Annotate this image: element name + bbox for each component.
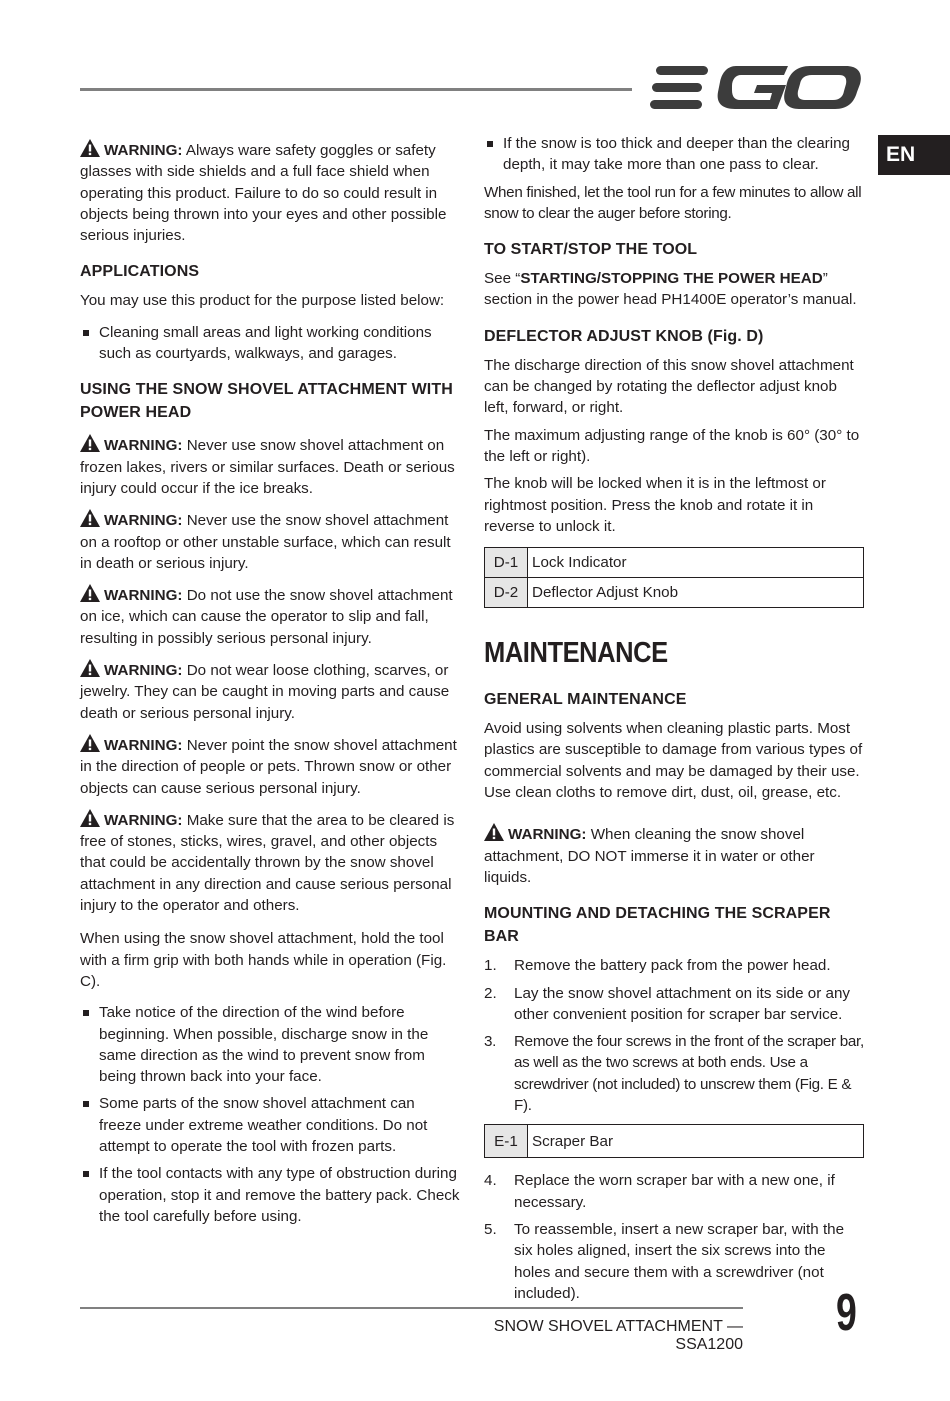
footer-title: SNOW SHOVEL ATTACHMENT — SSA1200 [493, 1318, 743, 1353]
part-label: Deflector Adjust Knob [528, 578, 864, 608]
applications-intro: You may use this product for the purpose listed below: [80, 292, 445, 310]
deflector-heading: DEFLECTOR ADJUST KNOB (Fig. D) [484, 327, 764, 345]
grip-paragraph: When using the snow shovel attachment, hold the tool with a firm grip with both hands while in operation (Fig. C). [80, 930, 447, 990]
list-item-text: Some parts of the snow shovel attachment can freeze under extreme weather conditions. Do not attempt to operate the tool with frozen parts. [99, 1095, 428, 1155]
scraper-parts-table [484, 1124, 864, 1158]
list-item [80, 1093, 460, 1157]
list-item [484, 983, 864, 1026]
warning-triangle-icon [484, 823, 504, 841]
warning-triangle-icon [80, 734, 100, 752]
general-maintenance-heading: GENERAL MAINTENANCE [484, 691, 687, 709]
warning-triangle-icon [80, 434, 100, 452]
start-stop-post: ” section in the power head PH1400E operator’s manual. [484, 270, 857, 309]
warning-ice [80, 584, 460, 649]
bullet-square-icon [487, 141, 493, 147]
warning-label: WARNING: [104, 662, 183, 680]
finished-paragraph: When finished, let the tool run for a few minutes to allow all snow to clear the auger before storing. [484, 183, 862, 222]
step-text: Lay the snow shovel attachment on its side or any other convenient position for scraper bar service. [514, 984, 851, 1023]
warning-triangle-icon [80, 139, 100, 157]
start-stop-paragraph [484, 268, 864, 311]
general-maintenance-paragraph: Avoid using solvents when cleaning plastic parts. Most plastics are susceptible to damage from various types of commercial solvents and may be damaged by their use. Use clean cloths to remove dirt, dust, oil, grease, etc. [484, 720, 863, 802]
applications-heading: APPLICATIONS [80, 263, 200, 281]
warning-triangle-icon [80, 659, 100, 677]
language-tab: EN [878, 135, 950, 175]
using-heading: USING THE SNOW SHOVEL ATTACHMENT WITH POWER HEAD [80, 381, 453, 422]
part-label: Lock Indicator [528, 548, 864, 578]
warning-frozen-lakes [80, 434, 460, 499]
warning-text: When cleaning the snow shovel attachment, DO NOT immerse it in water or other liquids. [484, 826, 815, 886]
table-row [485, 548, 864, 578]
step-text: Remove the battery pack from the power head. [514, 957, 831, 975]
list-item [484, 133, 864, 176]
warning-triangle-icon [80, 809, 100, 827]
warning-immerse [484, 823, 864, 888]
table-row [485, 1125, 864, 1158]
list-item-text: Cleaning small areas and light working conditions such as courtyards, walkways, and garages. [99, 323, 432, 363]
list-item [80, 322, 460, 365]
warning-safety-goggles [80, 139, 460, 246]
step-number: 2. [484, 984, 497, 1002]
list-item-text: If the snow is too thick and deeper than the clearing depth, it may take more than one pass to clear. [503, 135, 850, 174]
scraper-steps-list [484, 955, 864, 1116]
list-item [484, 1219, 864, 1304]
start-stop-pre: See “ [484, 270, 521, 288]
deflector-paragraph: The knob will be locked when it is in the leftmost or rightmost position. Press the knob and rotate it in reverse to unlock it. [484, 475, 826, 535]
step-number: 4. [484, 1172, 497, 1190]
part-code: E-1 [485, 1125, 528, 1158]
list-item [80, 1002, 460, 1087]
bullet-square-icon [83, 330, 89, 336]
scraper-steps-list-continued [484, 1170, 864, 1304]
warning-label: WARNING: [104, 587, 183, 605]
start-stop-bold: STARTING/STOPPING THE POWER HEAD [520, 270, 823, 288]
part-code: D-2 [485, 578, 528, 608]
list-item [80, 1163, 460, 1227]
list-item [484, 1031, 864, 1116]
bullet-square-icon [83, 1101, 89, 1107]
applications-list [80, 322, 460, 365]
warning-label: WARNING: [104, 512, 183, 530]
page-number: 9 [836, 1284, 857, 1342]
bullet-square-icon [83, 1010, 89, 1016]
left-column [80, 139, 460, 1237]
part-label: Scraper Bar [528, 1125, 864, 1158]
header-rule [80, 88, 632, 91]
warning-label: WARNING: [104, 736, 183, 754]
warning-triangle-icon [80, 584, 100, 602]
warning-label: WARNING: [104, 811, 183, 829]
warning-text: Always ware safety goggles or safety glasses with side shields and a full face shield when operating this product. Failure to do so could result in objects being thrown into your eyes and other possible serious injuries. [80, 142, 447, 245]
deflector-paragraph: The discharge direction of this snow shovel attachment can be changed by rotating the deflector adjust knob left, forward, or right. [484, 356, 854, 417]
warning-people-pets [80, 734, 460, 799]
footer-rule [80, 1307, 743, 1309]
warning-text: Never point the snow shovel attachment in the direction of people or pets. Thrown snow or other objects can cause serious personal injury. [80, 736, 457, 797]
ego-logo [650, 64, 862, 112]
step-text: Remove the four screws in the front of the scraper bar, as well as the two screws at both ends. Use a screwdriver (not included) to unscrew them (Fig. E & F). [514, 1033, 864, 1115]
warning-label: WARNING: [104, 437, 183, 455]
warning-text: Do not wear loose clothing, scarves, or jewelry. They can be caught in moving parts and cause death or serious personal injury. [80, 662, 450, 722]
deflector-parts-table [484, 547, 864, 608]
warning-rooftop [80, 509, 460, 574]
bullet-square-icon [83, 1171, 89, 1177]
part-code: D-1 [485, 548, 528, 578]
step-text: To reassemble, insert a new scraper bar, with the six holes aligned, insert the six screws into the holes and secure them with a screwdriver (not included). [514, 1220, 845, 1302]
snow-depth-list [484, 133, 864, 176]
usage-tips-list [80, 1002, 460, 1227]
warning-text: Make sure that the area to be cleared is free of stones, sticks, wires, gravel, and other objects that could be accidentally thrown by the snow shovel attachment in any direction and cause serious personal injury to the operator and others. [80, 811, 455, 915]
step-number: 1. [484, 957, 497, 975]
warning-label: WARNING: [508, 826, 587, 844]
right-column [484, 133, 864, 1312]
table-row [485, 578, 864, 608]
step-text: Replace the worn scraper bar with a new one, if necessary. [514, 1172, 835, 1211]
maintenance-heading: MAINTENANCE [484, 637, 668, 670]
warning-label: WARNING: [104, 142, 183, 159]
warning-area-clear [80, 809, 460, 916]
warning-loose-clothing [80, 659, 460, 724]
scraper-heading: MOUNTING AND DETACHING THE SCRAPER BAR [484, 905, 831, 946]
list-item [484, 955, 864, 976]
list-item [484, 1170, 864, 1213]
list-item-text: If the tool contacts with any type of obstruction during operation, stop it and remove the battery pack. Check the tool carefully before using. [99, 1165, 460, 1225]
warning-text: Do not use the snow shovel attachment on ice, which can cause the operator to slip and fall, resulting in possibly serious personal injury. [80, 587, 453, 647]
warning-text: Never use the snow shovel attachment on a rooftop or other unstable surface, which can result in death or serious injury. [80, 512, 451, 572]
list-item-text: Take notice of the direction of the wind before beginning. When possible, discharge snow in the same direction as the wind to prevent snow from being thrown back into your face. [99, 1004, 429, 1086]
step-number: 5. [484, 1220, 497, 1238]
start-stop-heading: TO START/STOP THE TOOL [484, 241, 698, 259]
step-number: 3. [484, 1033, 497, 1051]
warning-text: Never use snow shovel attachment on frozen lakes, rivers or similar surfaces. Death or serious injury could occur if the ice breaks. [80, 437, 455, 497]
deflector-paragraph: The maximum adjusting range of the knob is 60° (30° to the left or right). [484, 426, 860, 465]
warning-triangle-icon [80, 509, 100, 527]
